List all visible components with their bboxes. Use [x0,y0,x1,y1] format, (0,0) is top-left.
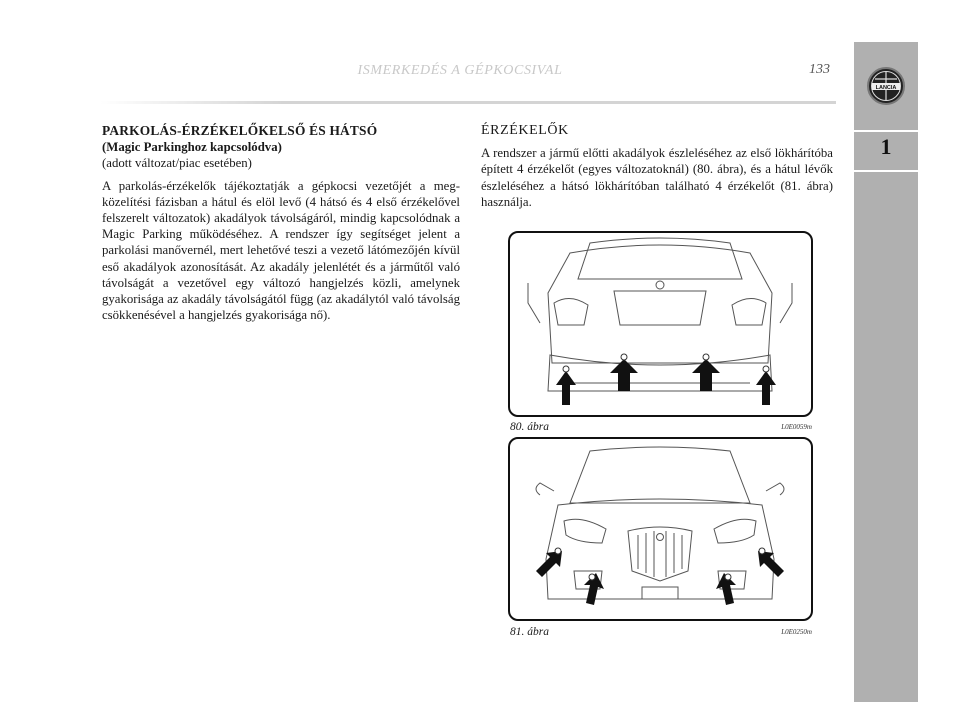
figure-caption: 81. ábra [510,626,549,638]
arrow-icon [610,359,638,391]
sensor-arrows [556,359,776,405]
sensor-arrows [536,551,784,605]
figure-caption: 80. ábra [510,421,549,433]
side-divider [854,130,918,132]
figure-front-view [508,437,813,621]
section-subtitle: (Magic Parkinghoz kapcsolódva) [102,140,282,155]
tail-light-right [732,298,766,325]
header-rule [100,101,836,104]
grille-bars [638,531,682,577]
sensors-paragraph: A rendszer a jármű előtti akadályok észleléséhez az első lökhárítóba épített 4 érzékelőt (egyes változatoknál) (80. ábra), és a hátul lévők észleléséhez a hátsó lökhárítóban található 4 érzékelőt (81. ábra) használja. [481,146,833,209]
figure-rear-view [508,231,813,417]
arrow-icon [756,371,776,405]
sensor-dot [555,548,561,554]
mirrors [536,483,784,495]
section-title: PARKOLÁS-ÉRZÉKELŐKELSŐ ÉS HÁTSÓ [102,123,378,138]
rear-bumper [548,355,772,391]
figure-code: L0E0059m [781,423,812,431]
windshield [570,447,750,503]
running-header-title: ISMERKEDÉS A GÉPKOCSIVAL [357,63,563,78]
sensor-dot [703,354,709,360]
sensor-dot [589,574,595,580]
car-body-outline [548,245,772,363]
tail-light-left [554,298,588,325]
sensor-dot [763,366,769,372]
left-column [102,123,460,323]
arrow-icon [758,551,784,577]
headlight-left [564,519,606,543]
plate [642,587,678,599]
chapter-number: 1 [880,134,892,159]
sensor-dot [563,366,569,372]
rear-window [578,238,742,279]
body-paragraph: A parkolás-érzékelők tájékoztatják a gépkocsi vezetőjét a megközelítési fázisban a hátul és elöl levő (4 hátsó és 4 első érzékelővel felszerelt változatok) akadályok távolságáról, mindig kapcsolódnak a Magic Parking működéséhez. A rendszer így segítséget jelent a parkolási manővernél, mert lehetővé teszi a vezető látómezőjén kívül eső akadályok azonosítását. Az akadály jelenlétét és a járműtől való távolságát a vezetővel egy változó hangjelzés közli, amelynek gyakorisága az akadály távolságától függ (az akadálytól való távolság csökkenésével a hangjelzés gyakorisága nő). [102,178,460,323]
sensors-title: ÉRZÉKELŐK [481,123,569,138]
section-note: (adott változat/piac esetében) [102,156,252,171]
arrow-icon [556,371,576,405]
car-body-outline [546,499,774,599]
side-divider [854,170,918,172]
right-column [481,123,833,210]
badge [656,281,664,289]
plate-recess [614,291,706,325]
arrow-icon [536,551,562,577]
page-number: 133 [809,62,830,77]
sensor-dot [725,574,731,580]
chapter-side-tab [854,42,918,702]
figure-code: L0E0250m [781,628,812,636]
badge [657,534,664,541]
sensor-dot [621,354,627,360]
headlight-right [714,519,756,543]
sensor-dot [759,548,765,554]
logo-text: LANCIA [875,85,897,91]
lancia-logo-icon [854,42,918,130]
